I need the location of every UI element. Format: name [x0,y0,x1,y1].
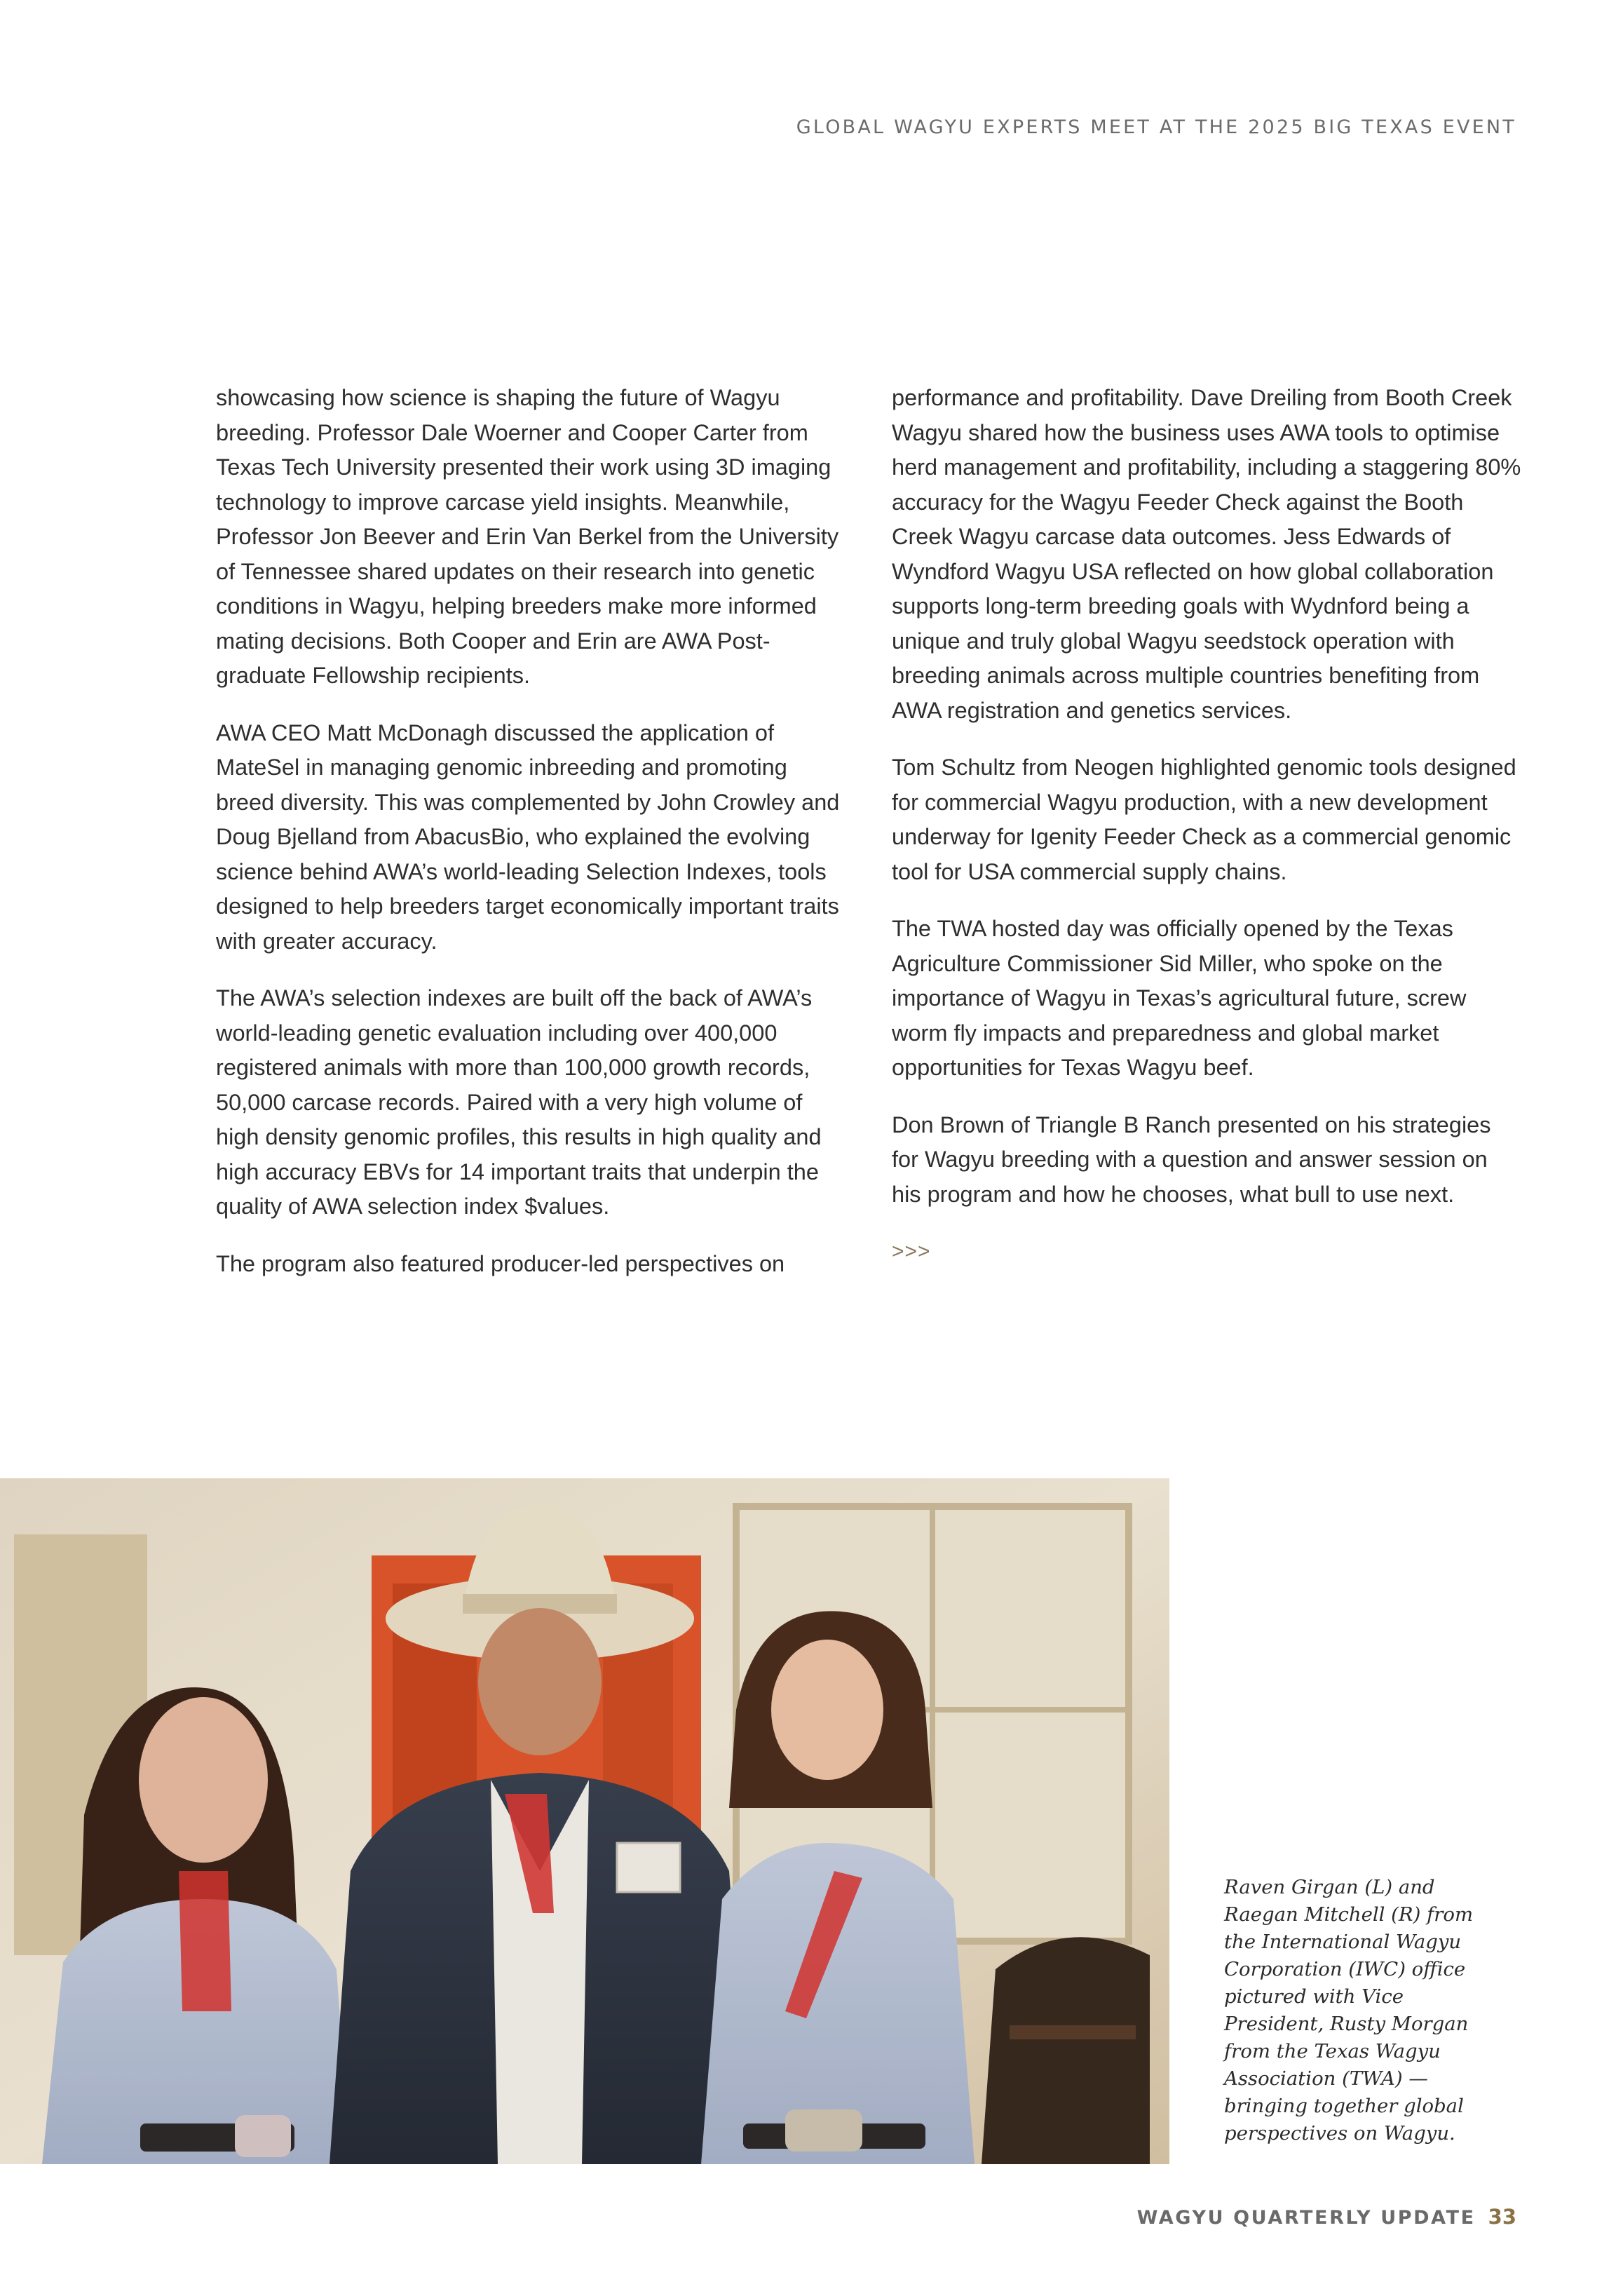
paragraph: AWA CEO Matt McDonagh discussed the application of MateSel in managing genomic inbreeding and promoting breed diversity. This was complemented by John Crowley and Doug Bjelland from AbacusBio, who explained the evolving science behind AWA’s world-leading Selection Indexes, tools designed to help breeders target economically important traits with greater accuracy. [216,720,840,954]
paragraph: showcasing how science is shaping the future of Wagyu breeding. Professor Dale Woerner and Cooper Carter from Texas Tech University presented their work using 3D imaging technology to improve carcase yield insights. Meanwhile, Professor Jon Beever and Erin Van Berkel from the University of Tennessee shared updates on their research into genetic conditions in Wagyu, helping breeders make more informed mating decisions. Both Cooper and Erin are AWA Post-graduate Fellowship recipients. [216,385,839,688]
running-header-title: GLOBAL WAGYU EXPERTS MEET AT THE 2025 BIG TEXAS EVENT [796,116,1516,138]
continue-mark: >>> [892,1240,931,1263]
page-footer [1137,2205,1516,2229]
event-photo [0,1478,1169,2164]
photo-caption [1224,1874,1505,2147]
paragraph: Don Brown of Triangle B Ranch presented on his strategies for Wagyu breeding with a question and answer session on his program and how he chooses, what bull to use next. [892,1112,1491,1207]
paragraph: The AWA’s selection indexes are built off the back of AWA’s world-leading genetic evaluation including over 400,000 registered animals with more than 100,000 growth records, 50,000 carcase records. Paired with a very high volume of high density genomic profiles, this results in high quality and high accuracy EBVs for 14 important traits that underpin the quality of AWA selection index $values. [216,985,822,1219]
paragraph: The TWA hosted day was officially opened by the Texas Agriculture Commissioner Sid Miller, who spoke on the importance of Wagyu in Texas’s agricultural future, screw worm fly impacts and preparedness and global market opportunities for Texas Wagyu beef. [892,916,1467,1080]
caption-text: Raven Girgan (L) and Raegan Mitchell (R) from the International Wagyu Corporation (IWC) office pictured with Vice President, Rusty Morgan from the Texas Wagyu Association (TWA) —bringing together global perspectives on Wagyu. [1224,1876,1474,2145]
paragraph: performance and profitability. Dave Dreiling from Booth Creek Wagyu shared how the business uses AWA tools to optimise herd management and profitability, including a staggering 80% accuracy for the Wagyu Feeder Check against the Booth Creek Wagyu carcase data outcomes. Jess Edwards of Wyndford Wagyu USA reflected on how global collaboration supports long-term breeding goals with Wydnford being a unique and truly global Wagyu seedstock operation with breeding animals across multiple countries benefiting from AWA registration and genetics services. [892,385,1521,723]
publication-title: WAGYU QUARTERLY UPDATE [1136,2207,1476,2229]
page-number: 33 [1488,2205,1516,2229]
paragraph: The program also featured producer-led perspectives on [216,1250,785,1276]
article-left-column [216,381,847,1304]
paragraph: Tom Schultz from Neogen highlighted genomic tools designed for commercial Wagyu production, with a new development underway for Igenity Feeder Check as a commercial genomic tool for USA commercial supply chains. [892,755,1516,884]
article-right-column [892,381,1523,1292]
